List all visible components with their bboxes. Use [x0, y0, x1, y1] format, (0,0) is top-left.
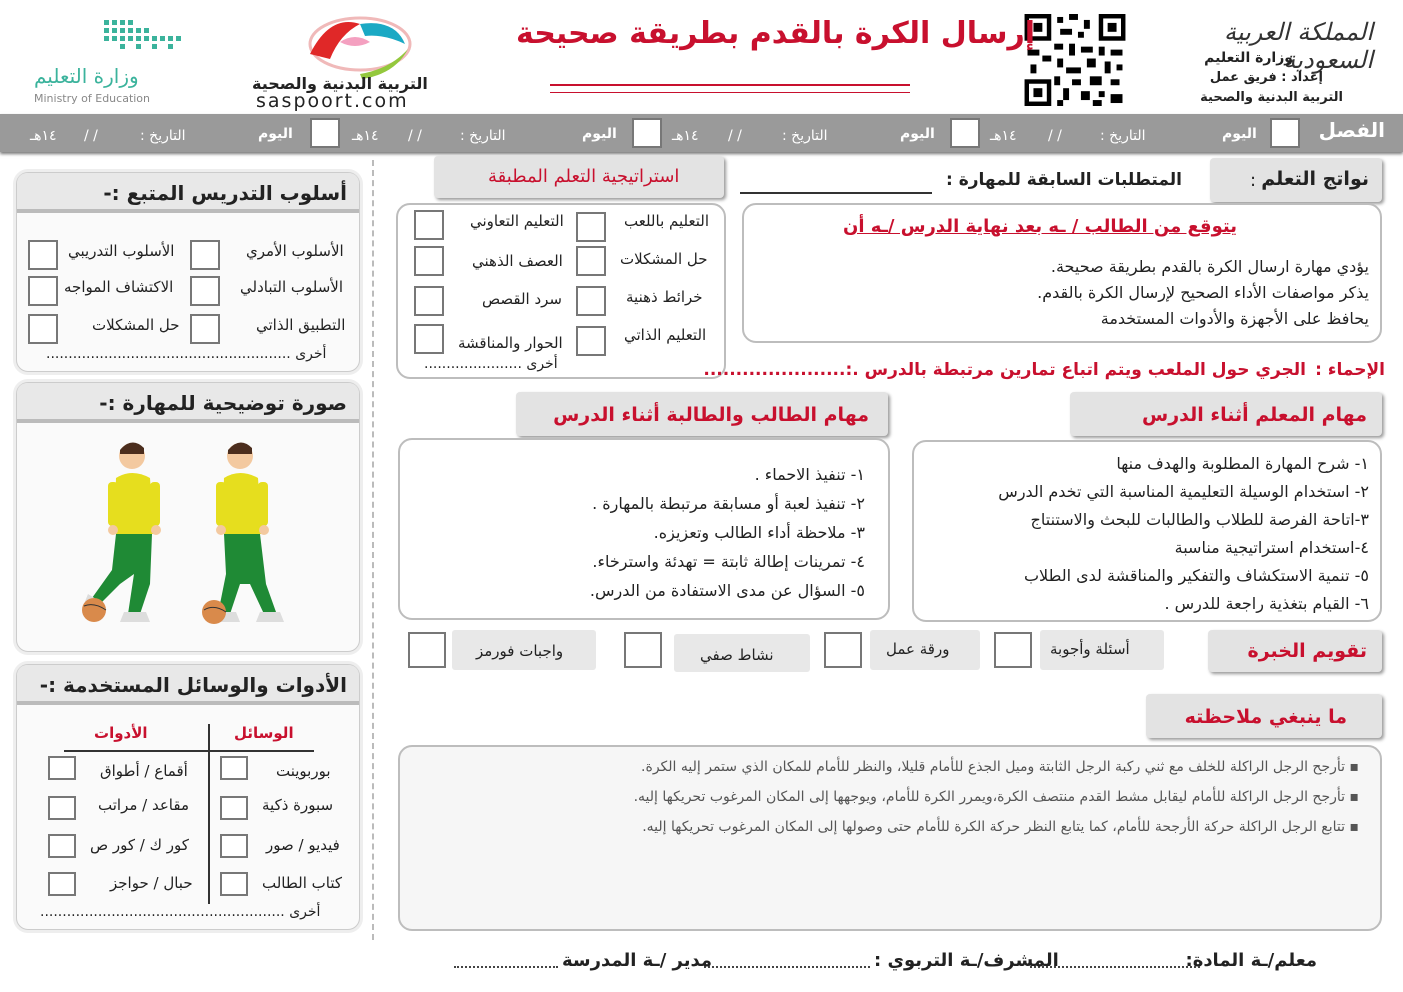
strategy-checkbox[interactable]	[414, 324, 444, 354]
eval-checkbox[interactable]	[994, 632, 1032, 668]
means-label: بوربوينت	[276, 762, 331, 780]
style-label: حل المشكلات	[92, 316, 180, 334]
day-label-2: اليوم	[900, 126, 935, 142]
tools-column-header: الأدوات	[94, 724, 148, 742]
date-band	[0, 114, 1403, 152]
day-label-4: اليوم	[258, 126, 293, 142]
principal-signature[interactable]: مدير /ـة المدرسة	[562, 950, 713, 971]
tools-label: مقاعد / مراتب	[98, 796, 189, 814]
strategy-checkbox[interactable]	[576, 326, 606, 356]
note-item: ▪ تأرجح الرجل الراكلة للخلف مع ثني ركبة الرجل الثابتة وميل الجذع للأمام قليلا، والنظر للأمام للمكان الذي ستمر إليه الكرة.	[641, 759, 1359, 775]
day-box-3[interactable]	[632, 118, 662, 148]
strategy-label: سرد القصص	[482, 290, 563, 308]
style-checkbox[interactable]	[190, 276, 220, 306]
style-checkbox[interactable]	[190, 240, 220, 270]
style-checkbox[interactable]	[28, 276, 58, 306]
slashes-4: / /	[84, 128, 98, 144]
strategy-label: الحوار والمناقشة	[458, 334, 563, 352]
strategies-title: استراتيجية التعلم المطبقة	[488, 166, 680, 187]
list-item: ٤-استخدام استراتيجية مناسبة	[1174, 538, 1369, 557]
tools-header-line	[64, 750, 314, 752]
site-name-en: saspoort.com	[256, 90, 409, 112]
ministry-label: وزارة التعليم	[1204, 50, 1293, 66]
day-box-2[interactable]	[950, 118, 980, 148]
moe-logo-en: Ministry of Education	[34, 92, 151, 105]
player-figure-1-icon	[82, 442, 161, 622]
moe-logo-ar: وزارة التعليم	[34, 64, 139, 88]
tools-other[interactable]: أخرى .......................................................	[40, 904, 321, 920]
means-checkbox[interactable]	[220, 872, 248, 896]
eval-option-label: أسئلة وأجوبة	[1050, 640, 1130, 658]
date-label-4: التاريخ :	[140, 128, 186, 144]
strategy-label: العصف الذهني	[472, 252, 563, 270]
prereq-line[interactable]	[740, 192, 932, 194]
strategy-label: التعليم الذاتي	[624, 326, 707, 344]
outcome-item: يحافظ على الأجهزة والأدوات المستخدمة	[1100, 309, 1369, 328]
tools-checkbox[interactable]	[48, 796, 76, 820]
eval-option-label: واجبات فورمز	[476, 642, 564, 660]
kingdom-logo-text: المملكة العربية السعودية	[1223, 18, 1373, 74]
style-checkbox[interactable]	[28, 240, 58, 270]
outcomes-colon: :	[1250, 170, 1257, 191]
teacher-tasks-title: مهام المعلم أثناء الدرس	[1141, 404, 1367, 426]
teaching-style-panel	[16, 172, 360, 372]
means-label: فيديو / صور	[266, 836, 340, 854]
date-label-3: التاريخ :	[460, 128, 506, 144]
list-item: ٣-اتاحة الفرصة للطلاب والطالبات للبحث والاستنتاج	[1030, 510, 1369, 529]
list-item: ١- تنفيذ الاحماء .	[754, 465, 865, 484]
outcomes-list	[769, 254, 1369, 332]
means-checkbox[interactable]	[220, 834, 248, 858]
principal-signature-line[interactable]	[454, 966, 558, 968]
tools-label: حبال / حواجز	[110, 874, 193, 892]
date-label-1: التاريخ :	[1100, 128, 1146, 144]
list-item: ٤- تمرينات إطالة ثابتة = تهدئة واسترخاء.	[592, 552, 865, 571]
style-label: الأسلوب التدريبي	[68, 242, 175, 260]
bullet-icon: ▪	[1345, 819, 1359, 835]
slashes-1: / /	[1048, 128, 1062, 144]
means-checkbox[interactable]	[220, 796, 248, 820]
eval-checkbox[interactable]	[408, 632, 446, 668]
strategy-checkbox[interactable]	[414, 286, 444, 316]
outcome-item: يذكر مواصفات الأداء الصحيح لإرسال الكرة بالقدم.	[1037, 283, 1369, 302]
list-item: ٢- استخدام الوسيلة التعليمية المناسبة التي تخدم الدرس	[998, 482, 1369, 501]
title-underline	[550, 84, 910, 86]
tools-checkbox[interactable]	[48, 756, 76, 780]
supervisor-signature[interactable]: المشرف/ـة التربوي :	[874, 950, 1059, 971]
date-label-2: التاريخ :	[782, 128, 828, 144]
eval-checkbox[interactable]	[624, 632, 662, 668]
skill-illustration-image	[80, 434, 300, 634]
column-divider	[372, 160, 374, 940]
site-name-ar: التربية البدنية والصحية	[252, 74, 428, 93]
style-checkbox[interactable]	[190, 314, 220, 344]
bullet-icon: ▪	[1345, 789, 1359, 805]
slashes-3: / /	[408, 128, 422, 144]
department-label: التربية البدنية والصحية	[1200, 90, 1343, 105]
strategy-checkbox[interactable]	[576, 286, 606, 316]
strategy-other[interactable]: أخرى ......................	[424, 356, 558, 372]
year-3: ١٤هـ	[352, 128, 379, 144]
moe-logo-icon	[100, 16, 190, 60]
teacher-signature[interactable]: معلم/ـة المادة:	[1185, 950, 1317, 971]
style-label: التطبيق الذاتي	[256, 316, 346, 334]
strategy-checkbox[interactable]	[576, 212, 606, 242]
means-checkbox[interactable]	[220, 756, 248, 780]
bullet-icon: ▪	[1345, 759, 1359, 775]
saspoort-logo-icon	[300, 14, 420, 82]
tools-label: كور ك / كور ص	[90, 836, 189, 854]
illustration-title: صورة توضيحية للمهارة :-	[17, 383, 359, 423]
strategy-checkbox[interactable]	[576, 246, 606, 276]
student-tasks-list	[395, 460, 865, 605]
class-box[interactable]	[1270, 118, 1300, 148]
means-label: كتاب الطالب	[262, 874, 343, 892]
style-label: الاكتشاف المواجه	[64, 278, 174, 296]
prepared-by: إعداد : فريق عمل	[1209, 70, 1323, 85]
tools-checkbox[interactable]	[48, 872, 76, 896]
style-label: الأسلوب التبادلي	[240, 278, 344, 296]
style-checkbox[interactable]	[28, 314, 58, 344]
prereq-label: المتطلبات السابقة للمهارة :	[946, 170, 1182, 190]
page-title: إرسال الكرة بالقدم بطريقة صحيحة	[516, 16, 1036, 51]
warmup-text: الجري حول الملعب ويتم اتباع تمارين مرتبطة بالدرس .:......................	[703, 360, 1306, 380]
strategy-label: التعليم التعاوني	[470, 212, 564, 230]
tools-checkbox[interactable]	[48, 834, 76, 858]
eval-option-label: ورقة عمل	[886, 640, 950, 658]
style-label: الأسلوب الأمري	[246, 242, 344, 260]
qr-code-icon	[1024, 14, 1126, 106]
strategy-label: حل المشكلات	[620, 250, 708, 268]
list-item: ٥- السؤال عن مدى الاستفادة من الدرس.	[589, 581, 865, 600]
warmup-label: الإحماء :	[1315, 360, 1385, 380]
outcomes-label: نواتج التعلم	[1261, 168, 1369, 190]
note-item: ▪ تتابع الرجل الراكلة حركة الأرجحة للأمام، كما يتابع النظر حركة الكرة للأمام حتى وصولها إلى المكان المرغوب تحريكها إليه.	[642, 819, 1359, 835]
tools-title: الأدوات والوسائل المستخدمة :-	[17, 665, 359, 705]
list-item: ٦- القيام بتغذية راجعة للدرس .	[1164, 594, 1369, 613]
tools-label: أقماع / أطواق	[100, 762, 188, 780]
list-item: ٣- ملاحظة أداء الطالب وتعزيزه.	[653, 523, 865, 542]
means-label: سبورة ذكية	[262, 796, 334, 814]
day-box-4[interactable]	[310, 118, 340, 148]
style-other[interactable]: أخرى .......................................................	[46, 346, 327, 362]
note-item: ▪ تأرجح الرجل الراكلة للأمام ليقابل مشط القدم منتصف الكرة،ويمرر الكرة للأمام، ويوجهها إلى المكان المرغوب تحريكها إليه.	[633, 789, 1359, 805]
strategy-label: التعليم باللعب	[624, 212, 709, 230]
notes-list	[419, 752, 1369, 842]
strategy-label: خرائط ذهنية	[626, 288, 703, 306]
evaluation-title: تقويم الخبرة	[1247, 640, 1367, 662]
list-item: ١- شرح المهارة المطلوبة والهدف منها	[1116, 454, 1369, 473]
year-4: ١٤هـ	[30, 128, 57, 144]
notes-title: ما ينبغي ملاحظته	[1184, 706, 1347, 728]
slashes-2: / /	[728, 128, 742, 144]
teacher-tasks-list	[929, 450, 1369, 618]
outcomes-expect: يتوقع من الطالب / ـه بعد نهاية الدرس /ـه أن	[843, 216, 1237, 237]
supervisor-signature-line[interactable]	[704, 966, 870, 968]
teaching-style-title: أسلوب التدريس المتبع :-	[17, 173, 359, 213]
class-label: الفصل	[1318, 118, 1385, 142]
year-2: ١٤هـ	[672, 128, 699, 144]
year-1: ١٤هـ	[990, 128, 1017, 144]
title-underline-2	[550, 92, 910, 93]
day-label-3: اليوم	[582, 126, 617, 142]
eval-option-label: نشاط صفي	[700, 646, 774, 664]
outcome-item: يؤدي مهارة ارسال الكرة بالقدم بطريقة صحيحة.	[1050, 257, 1369, 276]
day-label-1: اليوم	[1222, 126, 1257, 142]
tools-vertical-line	[208, 724, 210, 904]
list-item: ٥- تنمية الاستكشاف والتفكير والمناقشة لدى الطلاب	[1023, 566, 1369, 585]
means-column-header: الوسائل	[234, 724, 294, 742]
strategy-checkbox[interactable]	[414, 246, 444, 276]
list-item: ٢- تنفيذ لعبة أو مسابقة مرتبطة بالمهارة .	[592, 494, 865, 513]
eval-checkbox[interactable]	[824, 632, 862, 668]
strategy-checkbox[interactable]	[414, 210, 444, 240]
player-figure-2-icon	[202, 442, 284, 624]
student-tasks-title: مهام الطالب والطالبة أثناء الدرس	[553, 404, 869, 426]
